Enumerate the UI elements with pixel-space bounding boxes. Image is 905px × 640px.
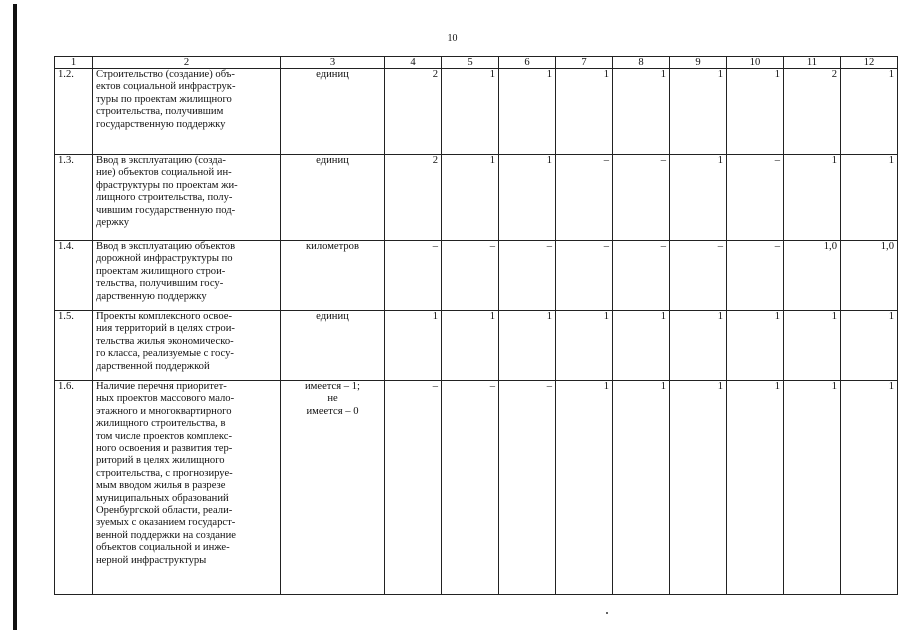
table-row [55, 381, 898, 595]
value-cell: 1 [556, 381, 613, 595]
unit-cell: единиц [281, 69, 385, 155]
value-cell: 1 [727, 381, 784, 595]
value-cell: 1 [727, 69, 784, 155]
table-row [55, 311, 898, 381]
value-cell: 1 [784, 155, 841, 241]
row-number-cell: 1.2. [55, 69, 93, 155]
scan-edge-bar [13, 4, 17, 630]
column-header: 8 [613, 57, 670, 69]
value-cell: 1 [613, 381, 670, 595]
indicator-name-cell: Ввод в эксплуатацию объектов дорожной инфраструктуры по проектам жилищного строи- тельства, получившим госу- дарственную поддержку [93, 241, 281, 311]
value-cell: – [727, 241, 784, 311]
table-row [55, 69, 898, 155]
value-cell: 1 [841, 69, 898, 155]
value-cell: – [385, 381, 442, 595]
column-header: 9 [670, 57, 727, 69]
value-cell: – [499, 381, 556, 595]
value-cell: 1 [442, 311, 499, 381]
column-header: 2 [93, 57, 281, 69]
column-header: 6 [499, 57, 556, 69]
value-cell: 1 [670, 381, 727, 595]
value-cell: 2 [784, 69, 841, 155]
value-cell: – [556, 155, 613, 241]
value-cell: 1 [784, 381, 841, 595]
value-cell: 1 [841, 311, 898, 381]
unit-cell: единиц [281, 311, 385, 381]
indicator-name-cell: Строительство (создание) объ- ектов социальной инфраструк- туры по проектам жилищного строительства, получившим государственную поддержку [93, 69, 281, 155]
value-cell: 1 [841, 381, 898, 595]
value-cell: 1 [727, 311, 784, 381]
value-cell: – [442, 381, 499, 595]
page-number: 10 [447, 33, 458, 44]
table-row [55, 155, 898, 241]
value-cell: 1,0 [841, 241, 898, 311]
column-header: 4 [385, 57, 442, 69]
value-cell: 1 [670, 69, 727, 155]
value-cell: 1,0 [784, 241, 841, 311]
value-cell: 1 [499, 69, 556, 155]
scan-speck [606, 612, 608, 614]
row-number-cell: 1.3. [55, 155, 93, 241]
column-header: 7 [556, 57, 613, 69]
value-cell: 2 [385, 155, 442, 241]
value-cell: 1 [613, 69, 670, 155]
indicator-name-cell: Наличие перечня приоритет- ных проектов массового мало- этажного и многоквартирного жилищного строительства, в том числе проектов комплекс- ного освоения и развития тер- риторий в целях жилищного строительства, с прогнозируе- мым вводом жилья в разрезе муниципальных образований Оренбургской области, реали- зуемых с оказанием государст- венной поддержки на создание объектов социальной и инже- нерной инфраструктуры [93, 381, 281, 595]
unit-cell: единиц [281, 155, 385, 241]
column-header: 3 [281, 57, 385, 69]
value-cell: – [499, 241, 556, 311]
row-number-cell: 1.6. [55, 381, 93, 595]
table-row [55, 241, 898, 311]
value-cell: 1 [499, 311, 556, 381]
unit-cell: имеется – 1; не имеется – 0 [281, 381, 385, 595]
value-cell: – [613, 241, 670, 311]
value-cell: 1 [556, 69, 613, 155]
value-cell: 1 [442, 69, 499, 155]
value-cell: 1 [613, 311, 670, 381]
value-cell: 1 [784, 311, 841, 381]
unit-cell: километров [281, 241, 385, 311]
value-cell: – [385, 241, 442, 311]
table-body [55, 69, 898, 595]
value-cell: 1 [499, 155, 556, 241]
value-cell: 1 [556, 311, 613, 381]
row-number-cell: 1.5. [55, 311, 93, 381]
value-cell: – [613, 155, 670, 241]
value-cell: 1 [385, 311, 442, 381]
value-cell: – [670, 241, 727, 311]
value-cell: 1 [442, 155, 499, 241]
indicator-name-cell: Ввод в эксплуатацию (созда- ние) объектов социальной ин- фраструктуры по проектам жи- лищного строительства, полу- чившим государственную под- держку [93, 155, 281, 241]
value-cell: – [556, 241, 613, 311]
value-cell: – [442, 241, 499, 311]
value-cell: 1 [841, 155, 898, 241]
column-header: 5 [442, 57, 499, 69]
value-cell: 1 [670, 311, 727, 381]
column-header: 11 [784, 57, 841, 69]
row-number-cell: 1.4. [55, 241, 93, 311]
value-cell: 2 [385, 69, 442, 155]
value-cell: – [727, 155, 784, 241]
value-cell: 1 [670, 155, 727, 241]
column-header: 10 [727, 57, 784, 69]
header-row [55, 57, 898, 69]
column-header: 12 [841, 57, 898, 69]
indicator-name-cell: Проекты комплексного освое- ния территорий в целях строи- тельства жилья экономическо- го класса, реализуемые с госу- дарственной поддержкой [93, 311, 281, 381]
indicator-table [54, 56, 898, 595]
column-header: 1 [55, 57, 93, 69]
